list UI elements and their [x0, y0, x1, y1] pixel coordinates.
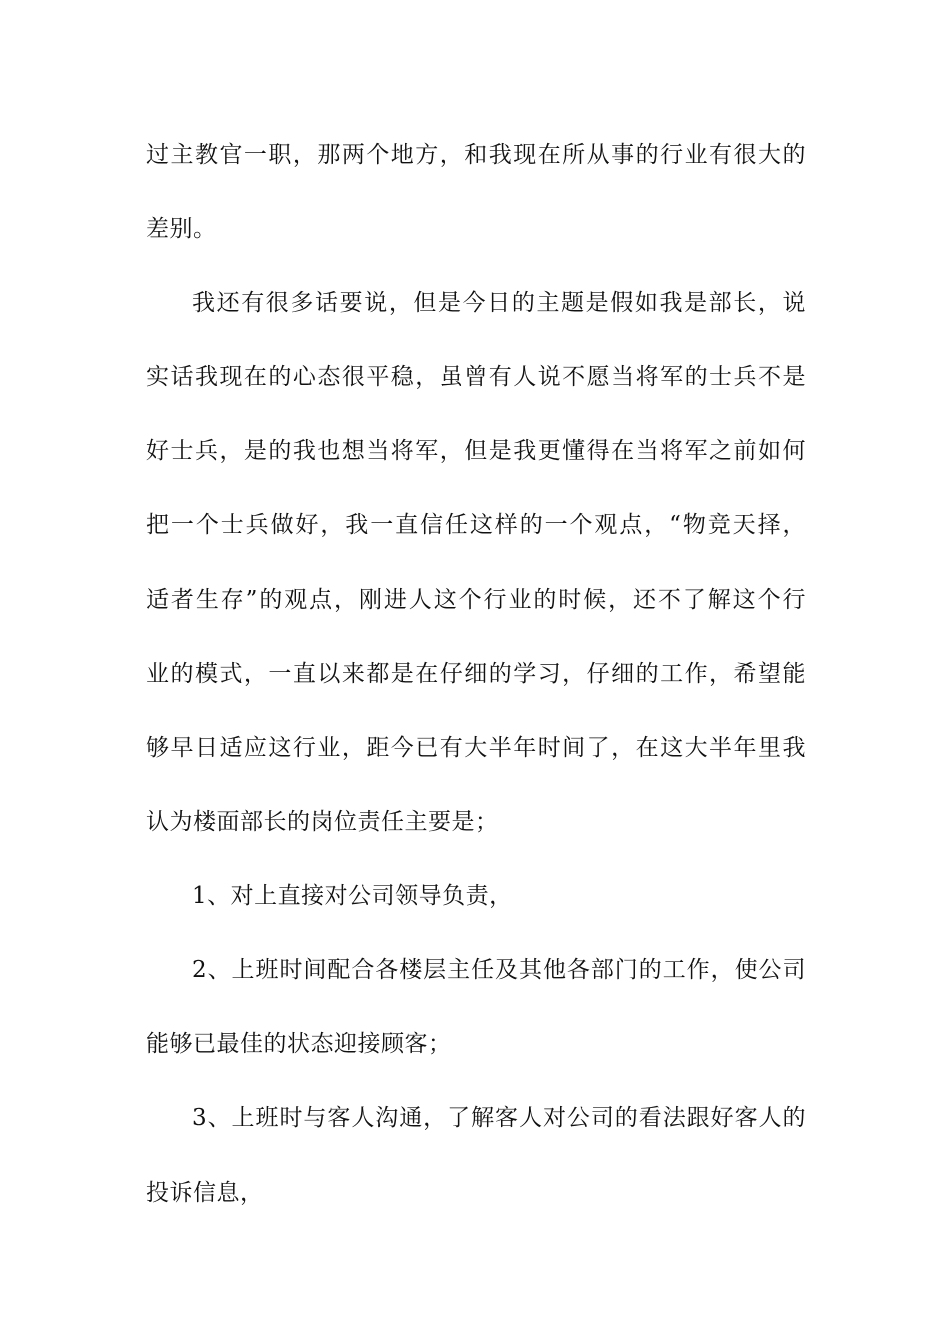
text-line: 适者生存”的观点，刚进人这个行业的时候，还不了解这个行	[146, 587, 806, 613]
list-item: 3、上班时与客人沟通，了解客人对公司的看法跟好客人的	[192, 1105, 806, 1131]
text-line: 好士兵，是的我也想当将军，但是我更懂得在当将军之前如何	[146, 438, 806, 464]
text-line: 认为楼面部长的岗位责任主要是；	[146, 809, 499, 835]
text-line: 投诉信息，	[146, 1180, 264, 1206]
list-item: 2、上班时间配合各楼层主任及其他各部门的工作，使公司	[192, 957, 806, 983]
text-line: 把一个士兵做好，我一直信任这样的一个观点，“物竞天择，	[146, 512, 806, 538]
text-line: 我还有很多话要说，但是今日的主题是假如我是部长，说	[192, 290, 806, 316]
text-line: 够早日适应这行业，距今已有大半年时间了，在这大半年里我	[146, 735, 806, 761]
text-line: 过主教官一职，那两个地方，和我现在所从事的行业有很大的	[146, 142, 806, 168]
list-item: 1、对上直接对公司领导负责，	[192, 883, 513, 909]
text-line: 业的模式，一直以来都是在仔细的学习，仔细的工作，希望能	[146, 661, 806, 687]
text-line: 实话我现在的心态很平稳，虽曾有人说不愿当将军的士兵不是	[146, 364, 806, 390]
text-line: 差别。	[146, 216, 217, 242]
text-line: 能够已最佳的状态迎接顾客；	[146, 1031, 452, 1057]
